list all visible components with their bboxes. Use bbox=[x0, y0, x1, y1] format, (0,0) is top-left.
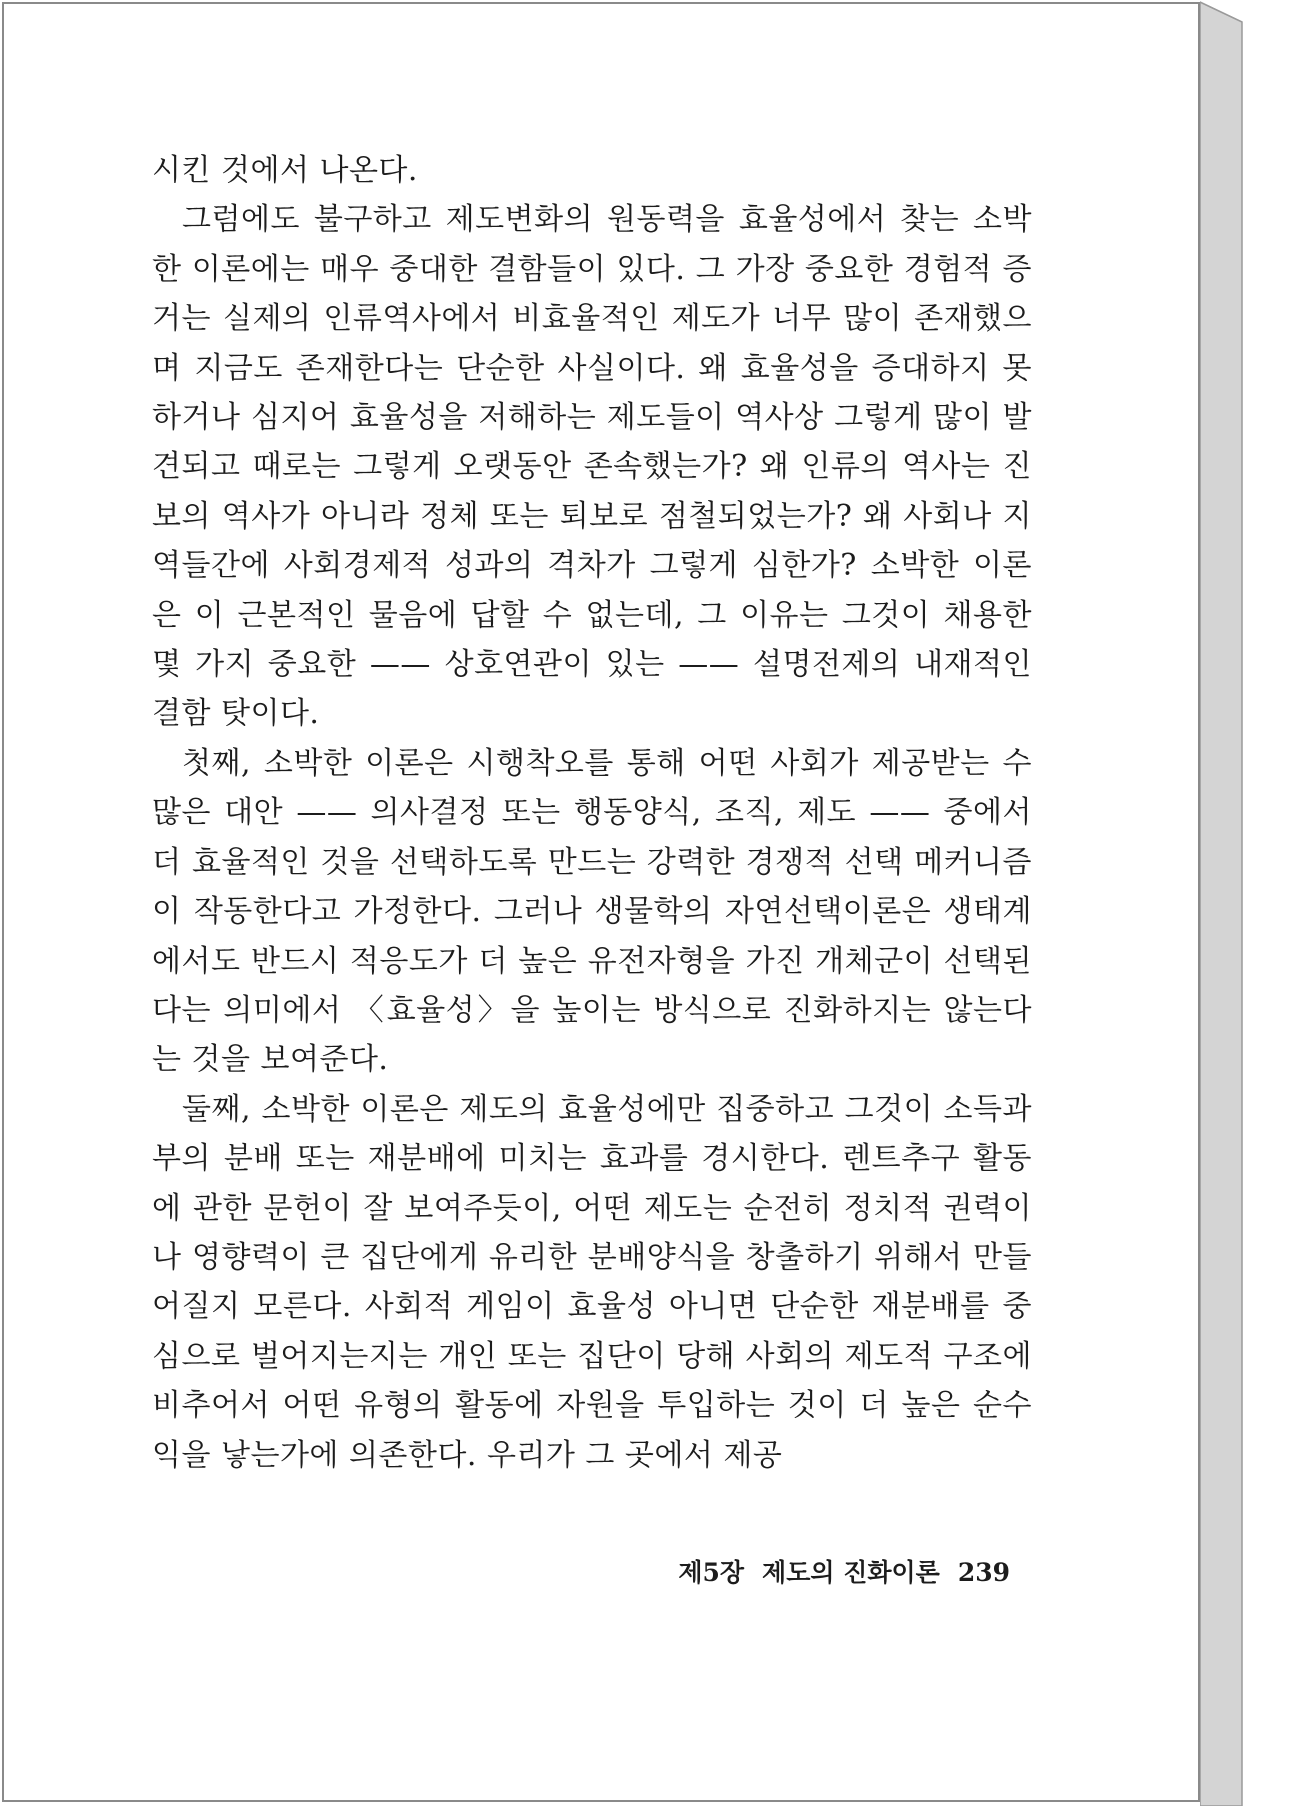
page-number: 239 bbox=[957, 1558, 1010, 1587]
paragraph: 첫째, 소박한 이론은 시행착오를 통해 어떤 사회가 제공받는 수많은 대안 —— 의사결정 또는 행동양식, 조직, 제도 —— 중에서 더 효율적인 것을 선택하도록 만드는 강력한 경쟁적 선택 메커니즘이 작동한다고 가정한다. 그러나 생물학의 자연선택이론은 생태계에서도 반드시 적응도가 더 높은 유전자형을 가진 개체군이 선택된다는 의미에서 〈효율성〉을 높이는 방식으로 진화하지는 않는다는 것을 보여준다. bbox=[152, 745, 1032, 1078]
paragraph: 그럼에도 불구하고 제도변화의 원동력을 효율성에서 찾는 소박한 이론에는 매우 중대한 결함들이 있다. 그 가장 중요한 경험적 증거는 실제의 인류역사에서 비효율적인 제도가 너무 많이 존재했으며 지금도 존재한다는 단순한 사실이다. 왜 효율성을 증대하지 못하거나 심지어 효율성을 저해하는 제도들이 역사상 그렇게 많이 발견되고 때로는 그렇게 오랫동안 존속했는가? 왜 인류의 역사는 진보의 역사가 아니라 정체 또는 퇴보로 점철되었는가? 왜 사회나 지역들간에 사회경제적 성과의 격차가 그렇게 심한가? 소박한 이론은 이 근본적인 물음에 답할 수 없는데, 그 이유는 그것이 채용한 몇 가지 중요한 —— 상호연관이 있는 —— 설명전제의 내재적인 결함 탓이다. bbox=[152, 202, 1032, 732]
paragraph: 둘째, 소박한 이론은 제도의 효율성에만 집중하고 그것이 소득과 부의 분배 또는 재분배에 미치는 효과를 경시한다. 렌트추구 활동에 관한 문헌이 잘 보여주듯이, 어떤 제도는 순전히 정치적 권력이나 영향력이 큰 집단에게 유리한 분배양식을 창출하기 위해서 만들어질지 모른다. 사회적 게임이 효율성 아니면 단순한 재분배를 중심으로 벌어지는지는 개인 또는 집단이 당해 사회의 제도적 구조에 비추어서 어떤 유형의 활동에 자원을 투입하는 것이 더 높은 순수익을 낳는가에 의존한다. 우리가 그 곳에서 제공 bbox=[152, 1091, 1032, 1473]
body-text bbox=[152, 146, 1032, 1480]
footer-chapter-title: 제도의 진화이론 bbox=[762, 1558, 940, 1587]
running-footer bbox=[640, 1553, 1010, 1589]
footer-chapter: 제5장 bbox=[678, 1558, 745, 1587]
page-stack-edge bbox=[1200, 0, 1290, 1806]
paragraph-continuation: 시킨 것에서 나온다. bbox=[152, 153, 418, 188]
